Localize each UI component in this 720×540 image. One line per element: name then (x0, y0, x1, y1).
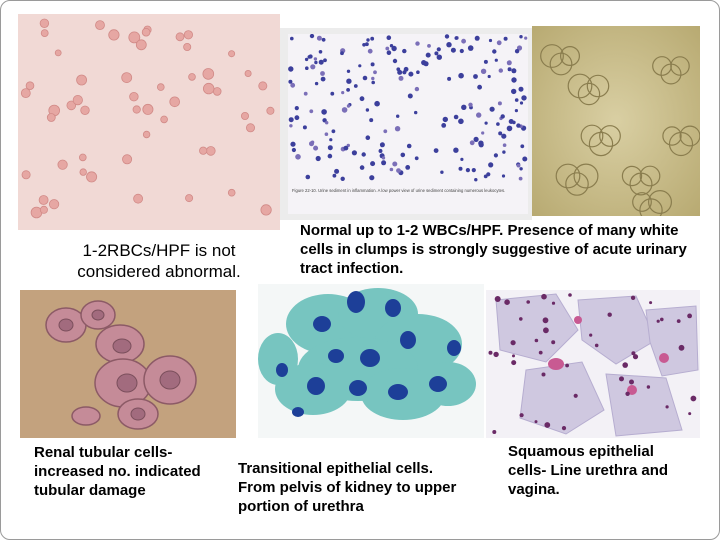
red-blood-cell (39, 196, 48, 205)
white-blood-cell (321, 77, 326, 82)
white-blood-cell (328, 154, 333, 159)
stained-nucleus (647, 385, 650, 388)
white-blood-cell (522, 157, 527, 162)
white-blood-cell (371, 62, 375, 66)
white-blood-cell (329, 138, 332, 141)
white-blood-cell (458, 119, 464, 125)
white-blood-cell (342, 107, 348, 113)
white-blood-cell (414, 111, 417, 114)
white-blood-cell (402, 49, 406, 53)
white-blood-cell (380, 142, 385, 147)
white-blood-cell (502, 150, 505, 153)
white-blood-cell (446, 42, 451, 47)
white-blood-cell (305, 58, 308, 61)
stained-nucleus (489, 351, 493, 355)
stained-nucleus (520, 413, 524, 417)
red-blood-cell (176, 33, 184, 41)
white-blood-cell (371, 77, 374, 80)
stained-nucleus (631, 296, 635, 300)
white-blood-cell (330, 92, 334, 96)
red-blood-cell (142, 28, 150, 36)
white-blood-cell (366, 108, 369, 111)
white-blood-cell (474, 178, 477, 181)
white-blood-cell (387, 50, 392, 55)
white-blood-cell (399, 76, 404, 81)
white-blood-cell (519, 87, 524, 92)
white-blood-cell (488, 75, 491, 78)
stained-nucleus (551, 340, 555, 344)
white-blood-cell (507, 126, 513, 132)
white-blood-cell (379, 149, 383, 153)
white-blood-cell (460, 158, 463, 161)
red-blood-cell (40, 206, 47, 213)
white-blood-cell (515, 98, 519, 102)
white-blood-cell (443, 117, 448, 122)
white-blood-cell (346, 88, 350, 92)
stained-nucleus (495, 296, 501, 302)
red-blood-cell (123, 155, 132, 164)
white-blood-cell (437, 55, 442, 60)
white-blood-cell (474, 137, 479, 142)
red-blood-cell (200, 147, 207, 154)
white-blood-cell (470, 140, 475, 145)
white-blood-cell (517, 164, 521, 168)
red-blood-cell (213, 88, 221, 96)
white-blood-cell (352, 150, 357, 155)
white-blood-cell (288, 66, 293, 71)
red-blood-cell (55, 50, 61, 56)
white-blood-cell (415, 87, 419, 91)
white-blood-cell (492, 49, 496, 53)
white-blood-cell (498, 101, 502, 105)
white-blood-cell (499, 68, 503, 72)
white-blood-cell (407, 144, 412, 149)
stained-nucleus (535, 339, 539, 343)
white-blood-cell (290, 83, 295, 88)
white-blood-cell (395, 126, 400, 131)
white-blood-cell (516, 123, 520, 127)
white-blood-cell (408, 94, 413, 99)
white-blood-cell (503, 143, 507, 147)
white-blood-cell (473, 74, 478, 79)
white-blood-cell (390, 168, 394, 172)
stained-nucleus (519, 317, 523, 321)
white-blood-cell (362, 43, 366, 47)
rbc-caption: 1-2RBCs/HPF is not considered abnormal. (77, 241, 241, 282)
red-blood-cell (143, 131, 150, 138)
white-blood-cell (295, 115, 300, 120)
white-blood-cell (475, 36, 480, 41)
wbc-inset-caption: Figure 22-10. Urine sediment in inflammation. A low power view of urine sediment containing numerous leukocytes. (292, 188, 506, 193)
red-blood-cell (136, 40, 146, 50)
white-blood-cell (320, 71, 325, 76)
white-blood-cell (454, 115, 459, 120)
sperm-micrograph (532, 26, 700, 216)
red-blood-cell (40, 19, 49, 28)
red-blood-cell (206, 147, 215, 156)
white-blood-cell (484, 175, 488, 179)
white-blood-cell (371, 81, 375, 85)
white-blood-cell (344, 146, 349, 151)
squamous-caption: Squamous epithelial cells- Line urethra and vagina. (508, 443, 669, 498)
red-blood-cell (73, 95, 82, 104)
stained-nucleus (541, 294, 547, 300)
white-blood-cell (478, 141, 483, 146)
white-blood-cell (322, 38, 326, 42)
red-blood-cell (109, 30, 119, 40)
white-blood-cell (333, 174, 337, 178)
red-blood-cell (22, 171, 30, 179)
white-blood-cell (501, 114, 505, 118)
red-blood-cell (133, 106, 140, 113)
stained-nucleus (649, 301, 652, 304)
white-blood-cell (313, 146, 318, 151)
white-blood-cell (325, 121, 328, 124)
red-blood-cell (259, 82, 267, 90)
white-blood-cell (290, 37, 294, 41)
white-blood-cell (310, 64, 315, 69)
white-blood-cell (314, 57, 317, 60)
white-blood-cell (317, 36, 322, 41)
white-blood-cell (404, 67, 409, 72)
stained-nucleus (574, 394, 578, 398)
stained-nucleus (589, 334, 592, 337)
white-blood-cell (498, 131, 502, 135)
white-blood-cell (315, 82, 318, 85)
white-blood-cell (489, 39, 492, 42)
red-blood-cell (203, 83, 214, 94)
white-blood-cell (447, 77, 451, 81)
red-blood-cell (96, 21, 105, 30)
white-blood-cell (520, 144, 524, 148)
white-blood-cell (461, 105, 466, 110)
white-blood-cell (347, 104, 350, 107)
stained-nucleus (565, 364, 569, 368)
white-blood-cell (319, 60, 324, 65)
red-blood-cell (184, 31, 192, 39)
red-blood-cell (161, 116, 168, 123)
stained-nucleus (535, 420, 538, 423)
stained-nucleus (562, 426, 566, 430)
white-blood-cell (408, 72, 413, 77)
stained-nucleus (666, 405, 669, 408)
renal-micrograph (20, 290, 236, 438)
red-blood-cell (170, 97, 180, 107)
white-blood-cell (415, 41, 419, 45)
red-blood-cell (130, 92, 139, 101)
white-blood-cell (396, 115, 399, 118)
stained-nucleus (539, 351, 543, 355)
red-blood-cell (77, 75, 87, 85)
white-blood-cell (515, 109, 518, 112)
white-blood-cell (481, 131, 484, 134)
white-blood-cell (381, 160, 386, 165)
wbc-micrograph (288, 34, 528, 214)
white-blood-cell (304, 92, 308, 96)
stained-nucleus (552, 302, 555, 305)
white-blood-cell (332, 129, 336, 133)
white-blood-cell (490, 107, 495, 112)
stained-nucleus (492, 430, 496, 434)
red-blood-cell (143, 104, 153, 114)
white-blood-cell (508, 67, 512, 71)
renal-caption: Renal tubular cells- increased no. indicated tubular damage (34, 444, 201, 499)
white-blood-cell (382, 156, 385, 159)
wbc-caption: Normal up to 1-2 WBCs/HPF. Presence of many white cells in clumps is strongly suggestive of acute urinary tract infection. (300, 222, 687, 277)
white-blood-cell (295, 106, 299, 110)
white-blood-cell (481, 69, 486, 74)
white-blood-cell (441, 123, 446, 128)
stained-nucleus (543, 317, 549, 323)
red-blood-cell (157, 84, 164, 91)
white-blood-cell (369, 118, 373, 122)
white-blood-cell (369, 175, 374, 180)
stained-nucleus (657, 320, 660, 323)
white-blood-cell (316, 156, 321, 161)
white-blood-cell (328, 145, 333, 150)
white-blood-cell (415, 156, 419, 160)
white-blood-cell (437, 47, 441, 51)
red-blood-cell (122, 73, 132, 83)
white-blood-cell (468, 103, 472, 107)
white-blood-cell (366, 135, 371, 140)
white-blood-cell (290, 142, 295, 147)
white-blood-cell (292, 148, 296, 152)
white-blood-cell (458, 73, 464, 79)
red-blood-cell (134, 194, 143, 203)
white-blood-cell (424, 61, 429, 66)
white-blood-cell (455, 36, 459, 40)
red-blood-cell (21, 89, 30, 98)
white-blood-cell (370, 37, 374, 41)
white-blood-cell (472, 168, 476, 172)
white-blood-cell (416, 70, 420, 74)
stained-nucleus (542, 373, 546, 377)
red-blood-cell (81, 106, 90, 115)
red-blood-cell (186, 195, 193, 202)
white-blood-cell (453, 148, 458, 153)
white-blood-cell (354, 84, 358, 88)
white-blood-cell (520, 101, 523, 104)
white-blood-cell (502, 174, 505, 177)
red-blood-cell (229, 51, 235, 57)
white-blood-cell (289, 117, 294, 122)
red-blood-cell (47, 114, 55, 122)
white-blood-cell (314, 61, 317, 64)
transitional-caption: Transitional epithelial cells. From pelvis of kidney to upper portion of urethra (238, 460, 457, 515)
red-blood-cell (41, 30, 48, 37)
red-blood-cell (49, 200, 58, 209)
white-blood-cell (360, 165, 365, 170)
white-blood-cell (341, 91, 344, 94)
stained-nucleus (660, 318, 664, 322)
stained-nucleus (568, 293, 572, 297)
rbc-micrograph (18, 14, 280, 230)
white-blood-cell (387, 35, 392, 40)
white-blood-cell (341, 177, 345, 181)
white-blood-cell (346, 79, 351, 84)
white-blood-cell (495, 59, 498, 62)
white-blood-cell (466, 168, 470, 172)
white-blood-cell (519, 177, 523, 181)
stained-nucleus (526, 300, 530, 304)
stained-nucleus (619, 376, 624, 381)
white-blood-cell (325, 132, 329, 136)
white-blood-cell (524, 37, 527, 40)
white-blood-cell (363, 76, 368, 81)
transitional-micrograph (258, 284, 484, 438)
red-blood-cell (245, 70, 251, 76)
red-blood-cell (184, 43, 191, 50)
red-blood-cell (203, 69, 214, 80)
stained-nucleus (679, 345, 685, 351)
stained-nucleus (687, 314, 692, 319)
white-blood-cell (504, 37, 508, 41)
stained-nucleus (625, 392, 629, 396)
stained-nucleus (511, 340, 516, 345)
white-blood-cell (374, 101, 380, 107)
white-blood-cell (501, 134, 506, 139)
white-blood-cell (309, 141, 314, 146)
white-blood-cell (451, 48, 456, 53)
white-blood-cell (426, 53, 431, 58)
white-blood-cell (340, 51, 344, 55)
white-blood-cell (511, 68, 516, 73)
white-blood-cell (390, 44, 393, 47)
white-blood-cell (385, 47, 389, 51)
white-blood-cell (303, 125, 307, 129)
white-blood-cell (396, 67, 400, 71)
white-blood-cell (521, 95, 526, 100)
white-blood-cell (494, 153, 498, 157)
red-blood-cell (261, 205, 271, 215)
white-blood-cell (477, 85, 482, 90)
white-blood-cell (515, 49, 519, 53)
red-blood-cell (246, 124, 254, 132)
stained-nucleus (608, 313, 612, 317)
white-blood-cell (511, 89, 516, 94)
white-blood-cell (485, 122, 488, 125)
white-blood-cell (476, 112, 481, 117)
white-blood-cell (362, 152, 366, 156)
white-blood-cell (461, 39, 466, 44)
white-blood-cell (511, 77, 516, 82)
squamous-micrograph (486, 290, 700, 438)
white-blood-cell (310, 34, 314, 38)
white-blood-cell (305, 66, 309, 70)
red-blood-cell (80, 169, 87, 176)
red-blood-cell (79, 154, 86, 161)
white-blood-cell (309, 109, 313, 113)
stained-nucleus (504, 299, 510, 305)
white-blood-cell (507, 60, 512, 65)
white-blood-cell (358, 64, 361, 67)
white-blood-cell (368, 49, 373, 54)
white-blood-cell (306, 175, 311, 180)
white-blood-cell (405, 165, 410, 170)
red-blood-cell (87, 172, 97, 182)
white-blood-cell (347, 70, 350, 73)
stained-nucleus (677, 319, 681, 323)
white-blood-cell (519, 167, 522, 170)
white-blood-cell (308, 55, 312, 59)
red-blood-cell (228, 189, 235, 196)
stained-nucleus (631, 351, 635, 355)
red-blood-cell (189, 74, 196, 81)
red-blood-cell (267, 107, 274, 114)
white-blood-cell (468, 45, 474, 51)
white-blood-cell (392, 162, 397, 167)
stained-nucleus (629, 380, 634, 385)
white-blood-cell (401, 153, 406, 158)
white-blood-cell (445, 34, 449, 38)
stained-nucleus (595, 344, 599, 348)
white-blood-cell (360, 96, 365, 101)
white-blood-cell (370, 161, 375, 166)
white-blood-cell (396, 168, 401, 173)
stained-nucleus (511, 360, 516, 365)
stained-nucleus (543, 327, 549, 333)
white-blood-cell (289, 124, 292, 127)
white-blood-cell (434, 148, 439, 153)
white-blood-cell (323, 58, 327, 62)
white-blood-cell (319, 50, 323, 54)
white-blood-cell (496, 122, 500, 126)
white-blood-cell (366, 38, 369, 41)
white-blood-cell (497, 40, 502, 45)
white-blood-cell (373, 70, 377, 74)
white-blood-cell (509, 119, 514, 124)
white-blood-cell (519, 35, 522, 38)
stained-nucleus (544, 422, 550, 428)
white-blood-cell (393, 59, 397, 63)
red-blood-cell (58, 160, 67, 169)
white-blood-cell (295, 154, 301, 160)
white-blood-cell (334, 169, 339, 174)
white-blood-cell (459, 167, 463, 171)
stained-nucleus (691, 396, 697, 402)
white-blood-cell (321, 109, 327, 115)
red-blood-cell (241, 112, 248, 119)
white-blood-cell (460, 49, 464, 53)
white-blood-cell (440, 171, 443, 174)
white-blood-cell (383, 129, 387, 133)
stained-nucleus (512, 354, 515, 357)
white-blood-cell (488, 162, 493, 167)
stained-nucleus (688, 412, 691, 415)
white-blood-cell (427, 44, 431, 48)
white-blood-cell (484, 60, 488, 64)
white-blood-cell (434, 51, 438, 55)
stained-nucleus (622, 362, 628, 368)
stained-nucleus (493, 352, 498, 357)
